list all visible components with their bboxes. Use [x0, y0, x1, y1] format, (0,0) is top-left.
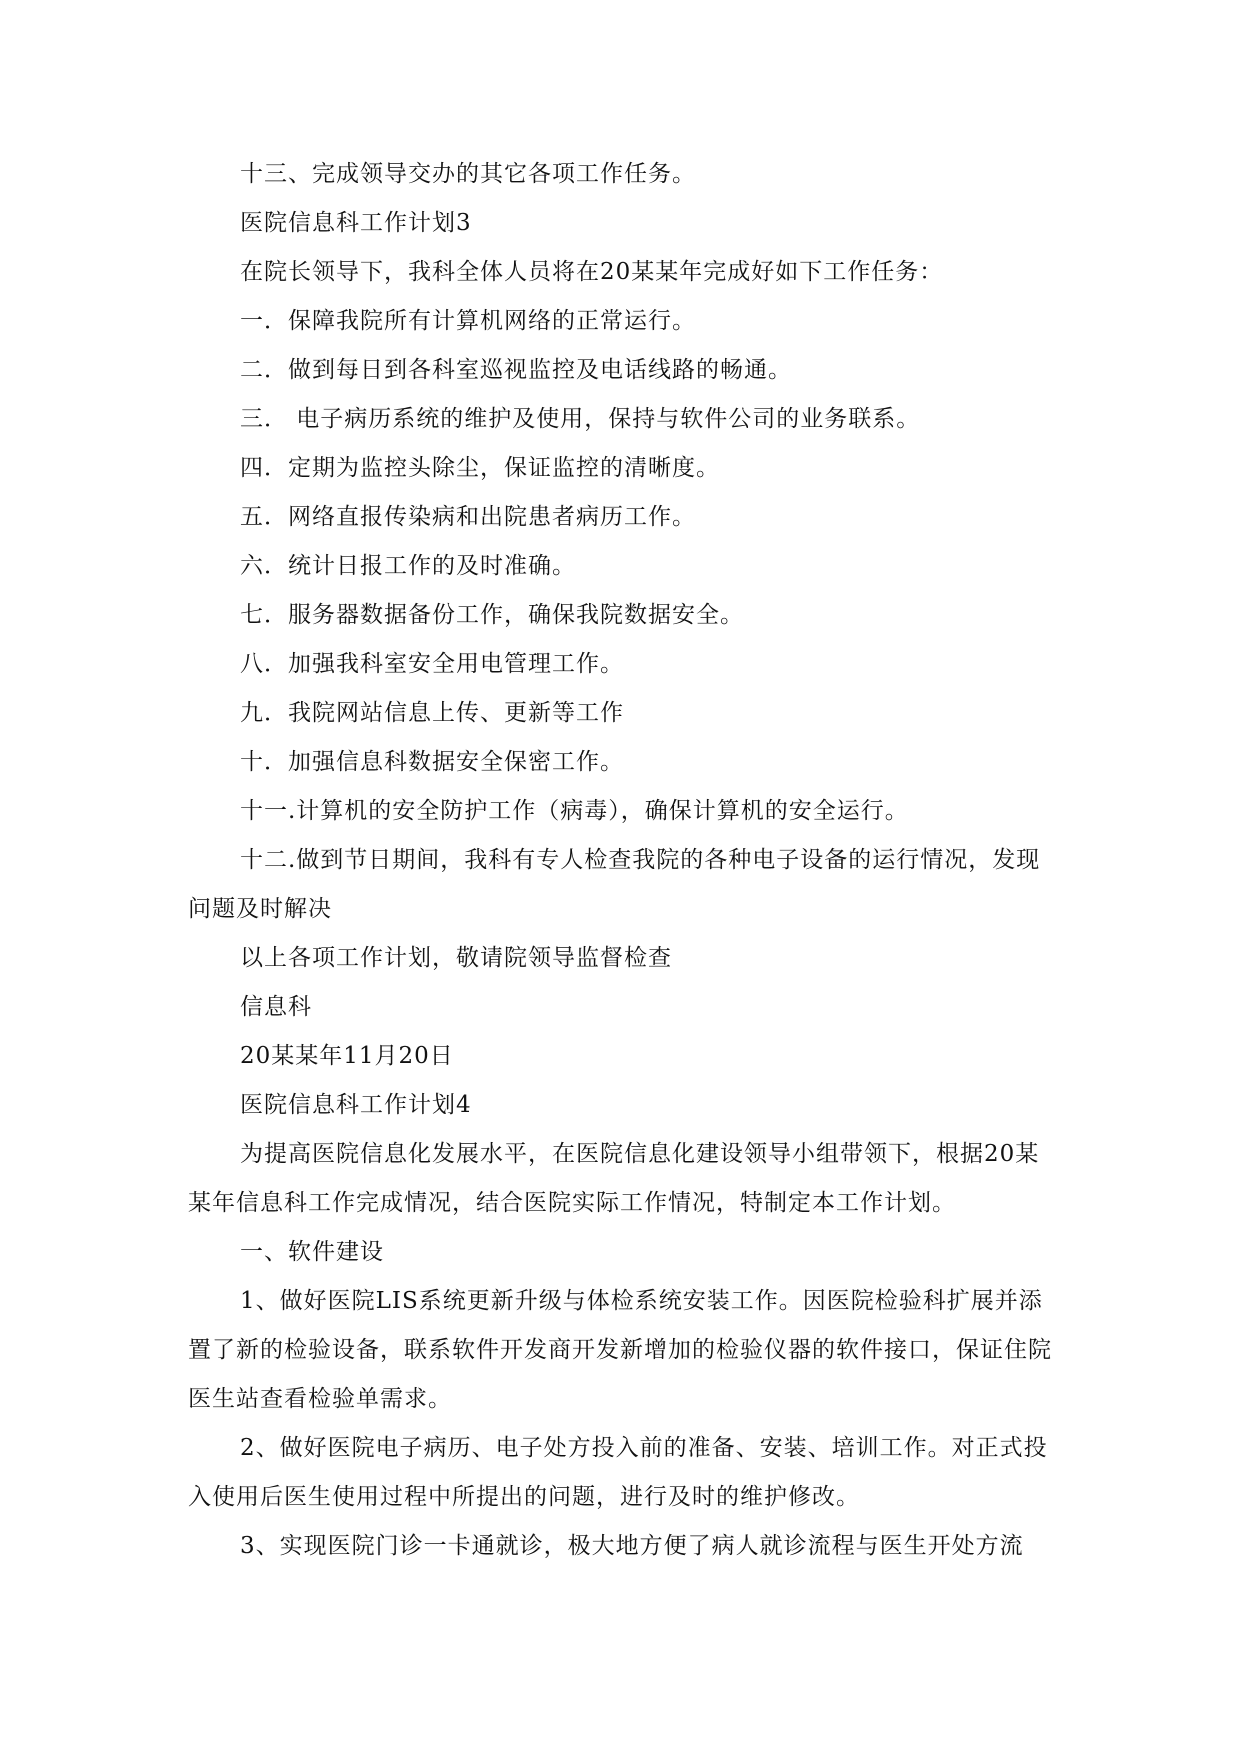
signature-date: 20某某年11月20日: [240, 1043, 454, 1069]
list-item-11: 十一.计算机的安全防护工作（病毒），确保计算机的安全运行。: [240, 798, 909, 824]
list-item-1: 一．保障我院所有计算机网络的正常运行。: [240, 308, 696, 334]
paragraph-task-13: 十三、完成领导交办的其它各项工作任务。: [240, 161, 696, 187]
list-item-3: 三． 电子病历系统的维护及使用，保持与软件公司的业务联系。: [240, 406, 921, 432]
paragraph-software-1: 1、做好医院LIS系统更新升级与体检系统安装工作。因医院检验科扩展并添置了新的检验设备，联系软件开发商开发新增加的检验仪器的软件接口，保证住院医生站查看检验单需求。: [188, 1288, 1052, 1412]
list-item-4: 四．定期为监控头除尘，保证监控的清晰度。: [240, 455, 720, 481]
list-item-2: 二．做到每日到各科室巡视监控及电话线路的畅通。: [240, 357, 792, 383]
section-heading-software: 一、软件建设: [240, 1239, 384, 1265]
list-item-9: 九．我院网站信息上传、更新等工作: [240, 700, 624, 726]
paragraph-plan-4-intro: 为提高医院信息化发展水平，在医院信息化建设领导小组带领下，根据20某某年信息科工作完成情况，结合医院实际工作情况，特制定本工作计划。: [188, 1141, 1040, 1216]
heading-plan-3: 医院信息科工作计划3: [240, 210, 472, 236]
list-item-10: 十．加强信息科数据安全保密工作。: [240, 749, 624, 775]
paragraph-software-2: 2、做好医院电子病历、电子处方投入前的准备、安装、培训工作。对正式投入使用后医生使用过程中所提出的问题，进行及时的维护修改。: [188, 1435, 1048, 1510]
heading-plan-4: 医院信息科工作计划4: [240, 1092, 472, 1118]
paragraph-software-3: 3、实现医院门诊一卡通就诊，极大地方便了病人就诊流程与医生开处方流: [240, 1533, 1024, 1559]
signature-department: 信息科: [240, 994, 312, 1020]
closing-statement: 以上各项工作计划，敬请院领导监督检查: [240, 945, 672, 971]
list-item-5: 五．网络直报传染病和出院患者病历工作。: [240, 504, 696, 530]
paragraph-plan-3-intro: 在院长领导下，我科全体人员将在20某某年完成好如下工作任务：: [240, 259, 944, 285]
document-body: [188, 150, 1054, 1571]
list-item-12: 十二.做到节日期间，我科有专人检查我院的各种电子设备的运行情况，发现问题及时解决: [188, 847, 1041, 922]
list-item-7: 七．服务器数据备份工作，确保我院数据安全。: [240, 602, 744, 628]
list-item-8: 八．加强我科室安全用电管理工作。: [240, 651, 624, 677]
list-item-6: 六．统计日报工作的及时准确。: [240, 553, 576, 579]
